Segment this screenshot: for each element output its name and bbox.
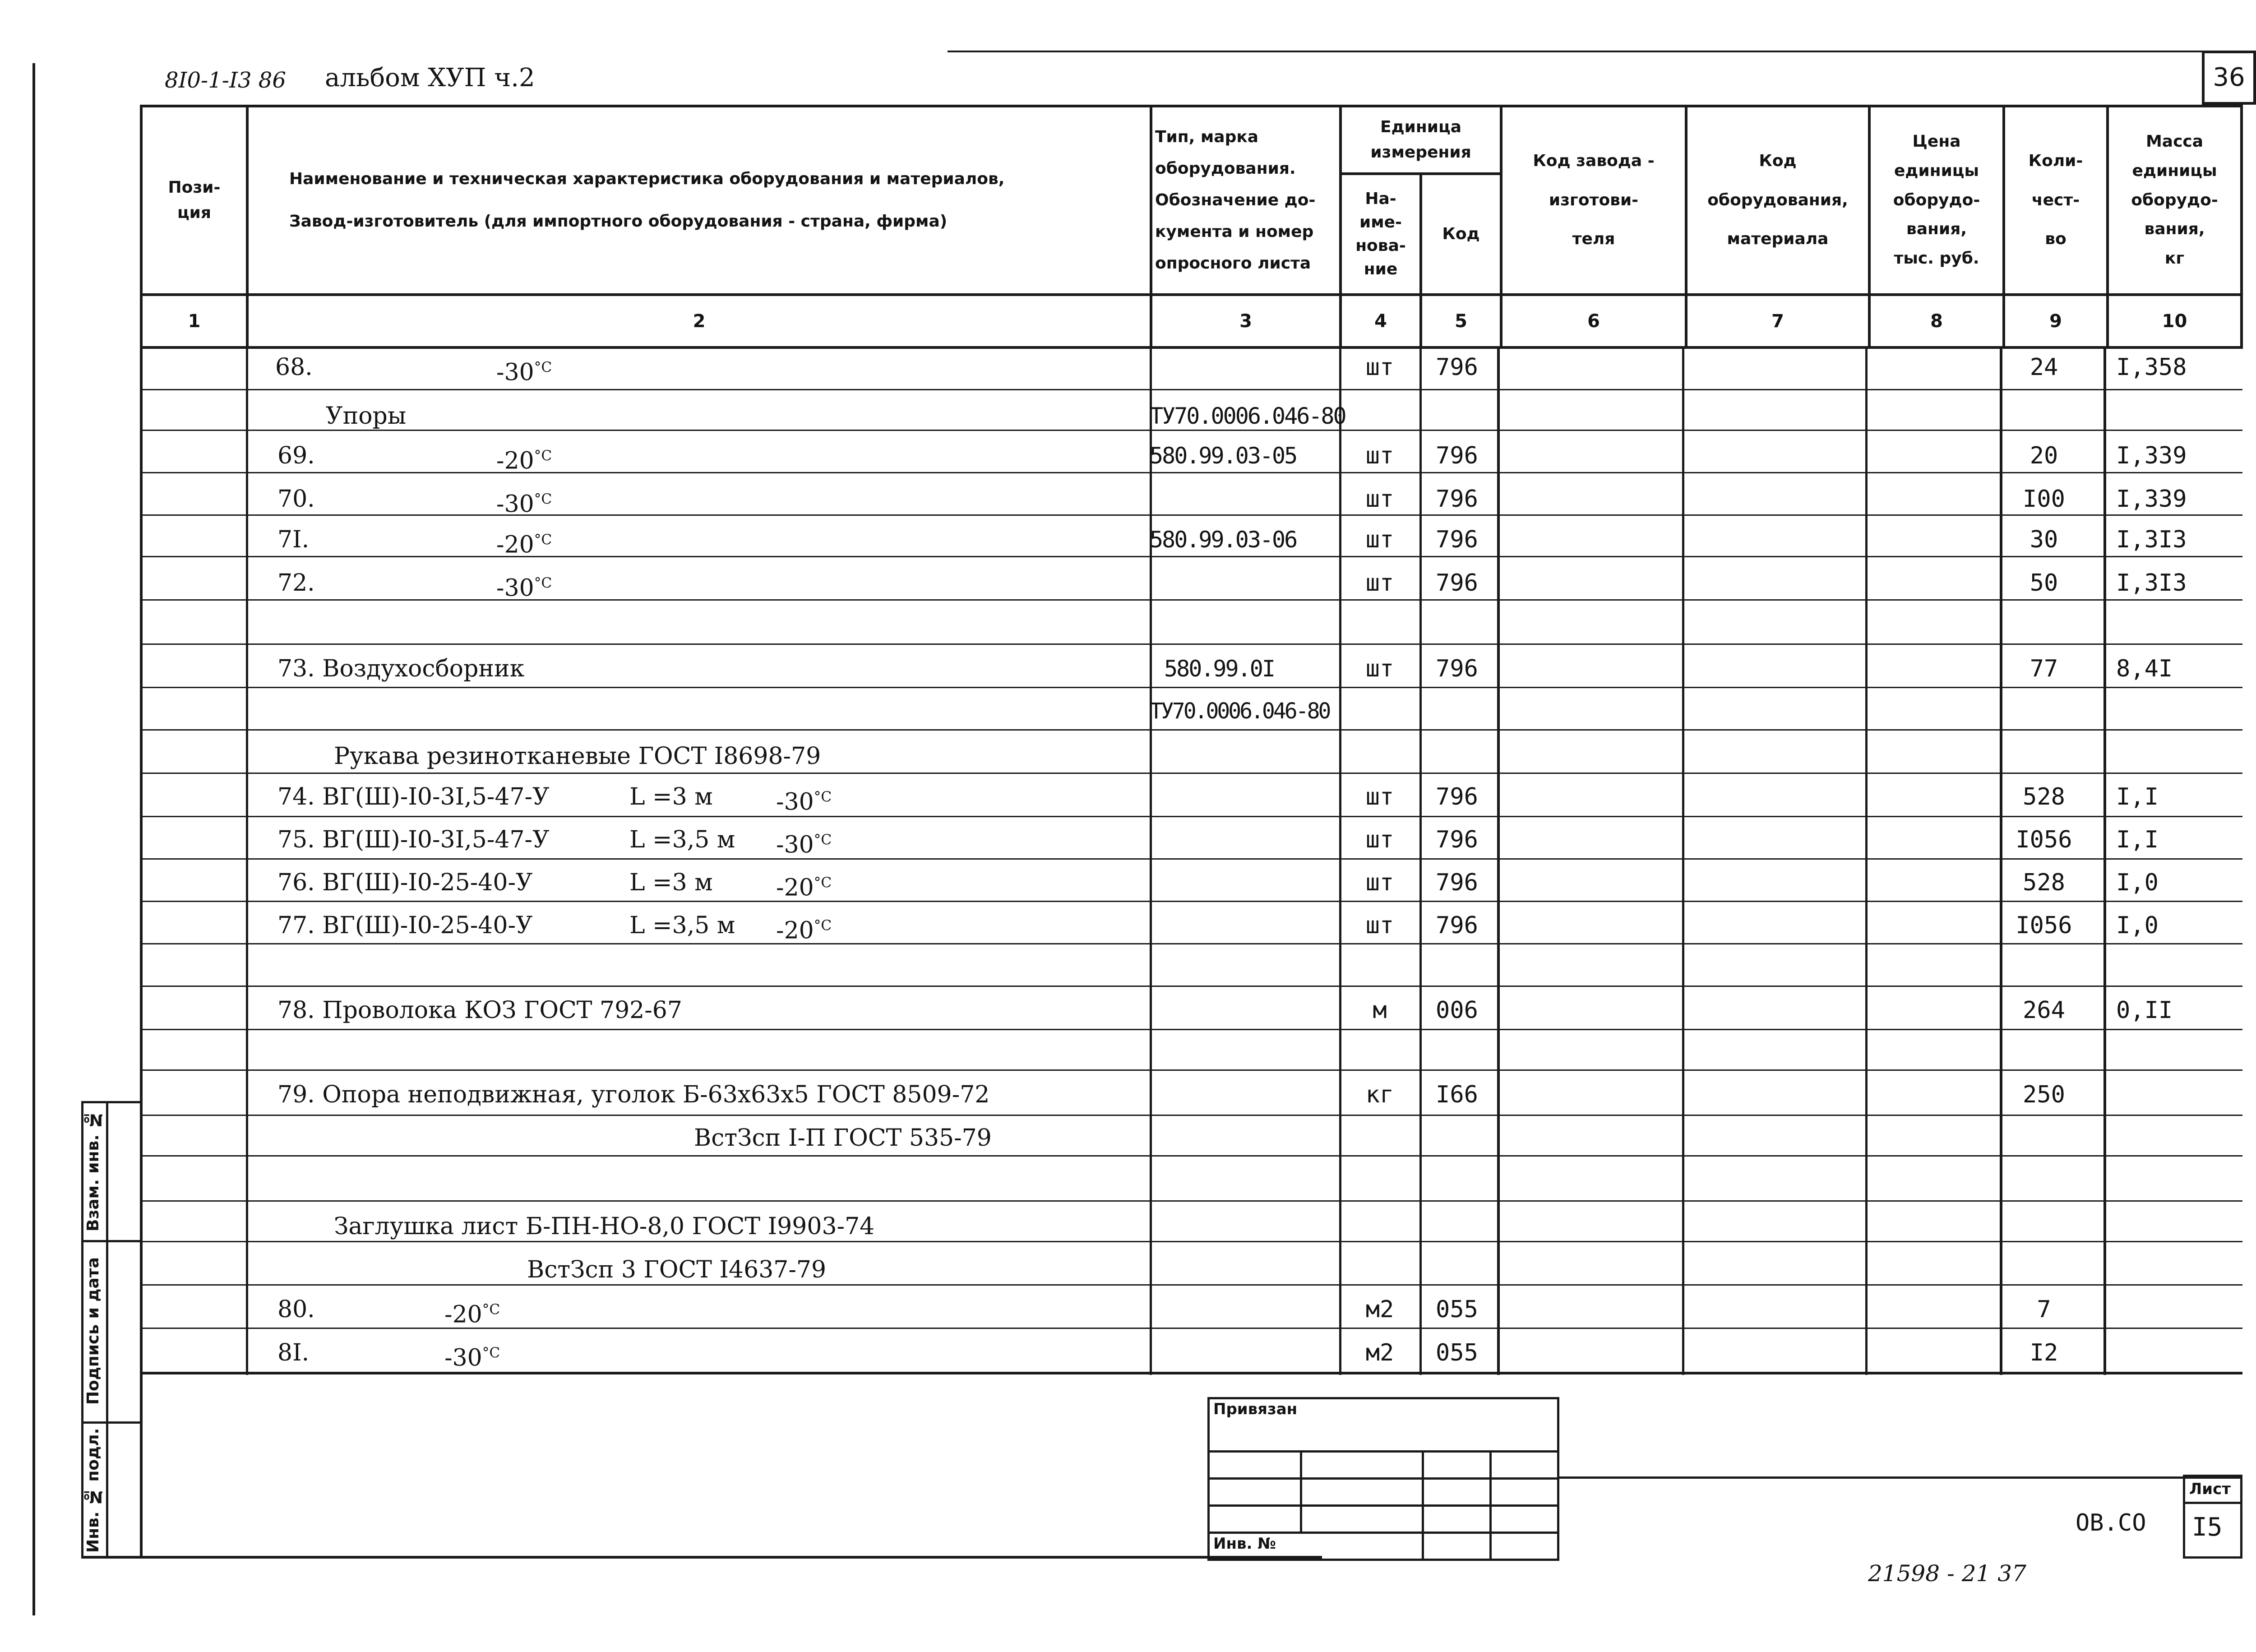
col-num-6: 6	[1501, 295, 1686, 347]
position-number: 7I.	[277, 526, 310, 553]
body-vline-6	[1682, 346, 1684, 1375]
quantity: 50	[2029, 569, 2058, 597]
unit-name: шт	[1365, 442, 1394, 469]
mass: I,339	[2116, 486, 2187, 513]
left-margin-line	[32, 63, 35, 1615]
temperature: $-20^{^\circ C}$	[496, 531, 552, 559]
col-factory-code-header: Код завода - изготови- теля	[1501, 106, 1686, 295]
unit-name: м	[1373, 997, 1387, 1024]
title-block-top	[1557, 1476, 2242, 1479]
body-vline-5	[1497, 346, 1500, 1375]
doc-code: 8I0-1-I3 86	[165, 68, 286, 93]
col-equipment-code-header: Код оборудования, материала	[1686, 106, 1869, 295]
col-position-header: Пози- ция	[141, 106, 247, 295]
temperature: $-20^{^\circ C}$	[444, 1301, 500, 1328]
mass: I,0	[2116, 912, 2159, 939]
item-name: Рукава резинотканевые ГОСТ I8698-79	[334, 743, 821, 770]
quantity: 24	[2029, 354, 2058, 381]
mass: 8,4I	[2116, 655, 2173, 682]
quantity: 264	[2023, 997, 2065, 1024]
temperature: $-30^{^\circ C}$	[496, 491, 552, 518]
position-number: 80.	[277, 1296, 315, 1323]
col-num-5: 5	[1421, 295, 1501, 347]
mass: 0,II	[2116, 997, 2173, 1024]
frame-bottom	[81, 1556, 1322, 1559]
row-separator	[140, 1284, 2242, 1286]
unit-code: 055	[1436, 1296, 1478, 1323]
col-num-1: 1	[141, 295, 247, 347]
row-separator	[140, 514, 2242, 516]
row-separator	[140, 986, 2242, 987]
body-vline-1	[246, 346, 248, 1375]
quantity: I00	[2023, 486, 2065, 513]
unit-name: шт	[1365, 869, 1394, 896]
unit-code: 796	[1436, 442, 1478, 469]
column-header-table	[140, 105, 2243, 349]
document-ref: ТУ70.0006.046-80	[1150, 403, 1345, 429]
unit-name: шт	[1365, 655, 1394, 682]
mass: I,I	[2116, 826, 2159, 853]
quantity: 77	[2029, 655, 2058, 682]
unit-name: шт	[1365, 912, 1394, 939]
quantity: I2	[2029, 1339, 2058, 1366]
unit-name: шт	[1365, 486, 1394, 513]
col-unit-name-header: На- име- нова- ние	[1341, 174, 1421, 295]
temperature: $-20^{^\circ C}$	[496, 447, 552, 475]
sheet-box-divider	[2183, 1502, 2242, 1504]
unit-code: 796	[1436, 869, 1478, 896]
row-separator	[140, 1200, 2242, 1202]
side-label-signature: Подпись и дата	[84, 1257, 102, 1405]
unit-code: 796	[1436, 569, 1478, 597]
document-ref: ТУ70.0006.046-80	[1150, 699, 1330, 724]
row-separator	[140, 1069, 2242, 1071]
item-name: 79. Опора неподвижная, уголок Б-63х63х5 ГОСТ 8509-72	[277, 1081, 990, 1108]
quantity: I056	[2016, 912, 2072, 939]
col-num-9: 9	[2004, 295, 2108, 347]
col-num-7: 7	[1686, 295, 1869, 347]
stamp-inv-label: Инв. №	[1209, 1533, 1423, 1560]
col-type-header: Тип, марка оборудования. Обозначение до- кумента и номер опросного листа	[1151, 106, 1341, 295]
col-price-header: Цена единицы оборудо- вания, тыс. руб.	[1869, 106, 2004, 295]
col-qty-header: Коли- чест- во	[2004, 106, 2108, 295]
row-separator	[140, 389, 2242, 390]
document-ref: 580.99.03-06	[1150, 527, 1297, 553]
side-box-divider	[106, 1101, 108, 1559]
temperature: $-30^{^\circ C}$	[496, 359, 552, 386]
position-number: 68.	[275, 354, 313, 381]
unit-name: м2	[1365, 1296, 1394, 1323]
item-name: ВстЗсп 3 ГОСТ I4637-79	[527, 1256, 827, 1283]
mass: I,3I3	[2116, 526, 2187, 553]
unit-name: м2	[1365, 1339, 1394, 1366]
quantity: 528	[2023, 783, 2065, 810]
item-name: Заглушка лист Б-ПН-НО-8,0 ГОСТ I9903-74	[334, 1213, 875, 1240]
unit-name: кг	[1365, 1081, 1394, 1108]
mass: I,I	[2116, 783, 2159, 810]
quantity: 7	[2037, 1296, 2051, 1323]
col-unit-group-header: Единица измерения	[1341, 106, 1501, 174]
col-unit-code-header: Код	[1421, 174, 1501, 295]
footer-handwritten-number: 21598 - 21 37	[1868, 1560, 2026, 1587]
unit-code: 055	[1436, 1339, 1478, 1366]
stamp-bound-label: Привязан	[1209, 1398, 1558, 1452]
item-name: 76. ВГ(Ш)-I0-25-40-У	[277, 869, 533, 896]
col-num-2: 2	[247, 295, 1151, 347]
body-vline-2	[1150, 346, 1152, 1375]
item-name: 77. ВГ(Ш)-I0-25-40-У	[277, 912, 533, 939]
col-name-header: Наименование и техническая характеристика оборудования и материалов, Завод-изготовитель (для импортного оборудования - страна, фирма)	[247, 106, 1151, 295]
col-num-10: 10	[2108, 295, 2242, 347]
unit-name: шт	[1365, 569, 1394, 597]
unit-code: 796	[1436, 526, 1478, 553]
position-number: 70.	[277, 486, 315, 513]
col-num-4: 4	[1341, 295, 1421, 347]
side-label-inventory: Инв. № подл.	[84, 1428, 102, 1553]
unit-code: 006	[1436, 997, 1478, 1024]
document-mark: ОВ.СО	[2076, 1509, 2146, 1536]
unit-name: шт	[1365, 354, 1394, 381]
document-ref: 580.99.0I	[1164, 656, 1274, 682]
item-name: 78. Проволока КОЗ ГОСТ 792-67	[277, 997, 682, 1024]
item-name: 75. ВГ(Ш)-I0-3I,5-47-У	[277, 826, 550, 853]
temperature: $-30^{^\circ C}$	[776, 831, 832, 859]
unit-code: I66	[1436, 1081, 1478, 1108]
temperature: $-20^{^\circ C}$	[776, 917, 832, 944]
unit-name: шт	[1365, 526, 1394, 553]
unit-name: шт	[1365, 783, 1394, 810]
temperature: $-20^{^\circ C}$	[776, 874, 832, 902]
mass: I,0	[2116, 869, 2159, 896]
position-number: 72.	[277, 569, 315, 597]
col-num-8: 8	[1869, 295, 2004, 347]
album-title: альбом ХУП ч.2	[325, 63, 535, 93]
unit-name: шт	[1365, 826, 1394, 853]
unit-code: 796	[1436, 912, 1478, 939]
unit-code: 796	[1436, 655, 1478, 682]
body-vline-3	[1339, 346, 1341, 1375]
position-number: 69.	[277, 442, 315, 469]
row-separator	[140, 643, 2242, 645]
quantity: 528	[2023, 869, 2065, 896]
item-name: Упоры	[326, 403, 407, 430]
item-name: 73. Воздухосборник	[277, 655, 525, 682]
sheet-number: I5	[2192, 1513, 2223, 1542]
side-box-sep-2	[81, 1421, 140, 1424]
side-label-replacement: Взам. инв. №	[84, 1110, 102, 1232]
length: L =3 м	[629, 783, 713, 810]
col-num-3: 3	[1151, 295, 1341, 347]
length: L =3 м	[629, 869, 713, 896]
unit-code: 796	[1436, 354, 1478, 381]
mass: I,358	[2116, 354, 2187, 381]
mass: I,3I3	[2116, 569, 2187, 597]
quantity: 30	[2029, 526, 2058, 553]
item-name: ВстЗсп I-П ГОСТ 535-79	[694, 1124, 992, 1152]
quantity: I056	[2016, 826, 2072, 853]
top-rule	[948, 51, 2242, 52]
row-separator	[140, 1155, 2242, 1157]
side-box-sep-1	[81, 1240, 140, 1242]
length: L =3,5 м	[629, 826, 735, 853]
item-name: 74. ВГ(Ш)-I0-3I,5-47-У	[277, 783, 550, 810]
temperature: $-30^{^\circ C}$	[496, 574, 552, 602]
page-number: 36	[2202, 51, 2256, 105]
mass: I,339	[2116, 442, 2187, 469]
body-vline-9	[2103, 346, 2106, 1375]
unit-code: 796	[1436, 826, 1478, 853]
side-box-left	[81, 1101, 83, 1559]
unit-code: 796	[1436, 783, 1478, 810]
sheet-label: Лист	[2189, 1480, 2231, 1498]
side-box-top	[81, 1101, 140, 1103]
body-vline-7	[1865, 346, 1868, 1375]
unit-code: 796	[1436, 486, 1478, 513]
quantity: 20	[2029, 442, 2058, 469]
row-separator	[140, 599, 2242, 601]
quantity: 250	[2023, 1081, 2065, 1108]
binding-stamp	[1207, 1397, 1559, 1561]
col-mass-header: Масса единицы оборудо- вания, кг	[2108, 106, 2242, 295]
document-ref: 580.99.03-05	[1150, 443, 1297, 469]
temperature: $-30^{^\circ C}$	[776, 788, 832, 816]
temperature: $-30^{^\circ C}$	[444, 1344, 500, 1372]
position-number: 8I.	[277, 1339, 310, 1366]
length: L =3,5 м	[629, 912, 735, 939]
